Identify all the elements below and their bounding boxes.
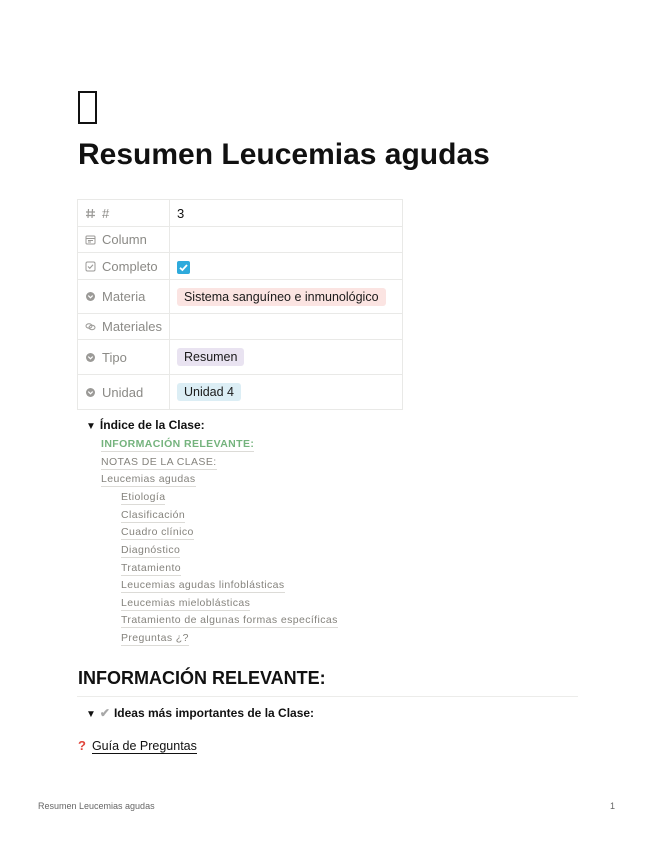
property-value[interactable] [169,227,402,253]
hash-icon [85,208,96,219]
toc-link[interactable]: Leucemias agudas [101,473,196,485]
property-row-materia [78,280,403,314]
property-value [169,375,402,410]
completo-checkbox[interactable] [177,261,190,274]
checkbox-icon [85,261,96,272]
toc-link[interactable]: NOTAS DE LA CLASE: [101,456,217,468]
property-value [169,253,402,280]
property-key: Tipo [78,340,170,375]
property-key: Materia [78,280,170,314]
guide-row [78,738,197,753]
triangle-down-icon: ▼ [86,709,96,720]
materia-tag[interactable]: Sistema sanguíneo e inmunológico [177,288,386,306]
toc-link[interactable]: Tratamiento de algunas formas específicas [121,614,338,626]
toc-link[interactable]: Tratamiento [121,562,182,574]
relation-icon [85,321,96,332]
property-row-unidad [78,375,403,410]
property-value [169,340,402,375]
toc-link[interactable]: Diagnóstico [121,544,181,556]
property-value [169,280,402,314]
page-icon [78,91,97,124]
property-key: Column [78,227,170,253]
toc-link[interactable]: Cuadro clínico [121,526,194,538]
guide-link[interactable]: Guía de Preguntas [91,739,197,753]
property-key: # [78,200,170,227]
question-mark-icon: ? [78,738,86,753]
calendar-icon [85,234,96,245]
page-number: 1 [610,801,616,811]
property-row-number [78,200,403,227]
toc-link[interactable]: Etiología [121,491,166,503]
divider [77,696,578,697]
page-title: Resumen Leucemias agudas [78,138,490,171]
properties-table [77,199,403,410]
select-icon [85,387,96,398]
property-key: Completo [78,253,170,280]
select-icon [85,352,96,363]
property-value[interactable] [169,314,402,340]
property-row-column [78,227,403,253]
footer-title: Resumen Leucemias agudas [38,801,155,811]
tipo-tag[interactable]: Resumen [177,348,245,366]
property-row-materiales [78,314,403,340]
property-key: Materiales [78,314,170,340]
select-icon [85,291,96,302]
triangle-down-icon: ▼ [86,421,96,432]
property-value[interactable]: 3 [169,200,402,227]
toc-link[interactable]: Leucemias agudas linfoblásticas [121,579,285,591]
toc-link[interactable]: Preguntas ¿? [121,632,189,644]
checkmark-icon: ✔ [99,706,110,720]
toc-link[interactable]: Clasificación [121,509,186,521]
property-key: Unidad [78,375,170,410]
unidad-tag[interactable]: Unidad 4 [177,383,241,401]
ideas-toggle[interactable]: ▼ ✔ Ideas más importantes de la Clase: [86,706,315,720]
section-heading: INFORMACIÓN RELEVANTE: [78,668,326,688]
toc-toggle[interactable]: ▼ Índice de la Clase: [86,418,205,432]
property-row-completo [78,253,403,280]
toc-link[interactable]: INFORMACIÓN RELEVANTE: [101,438,255,450]
property-row-tipo [78,340,403,375]
toc-link[interactable]: Leucemias mieloblásticas [121,597,251,609]
